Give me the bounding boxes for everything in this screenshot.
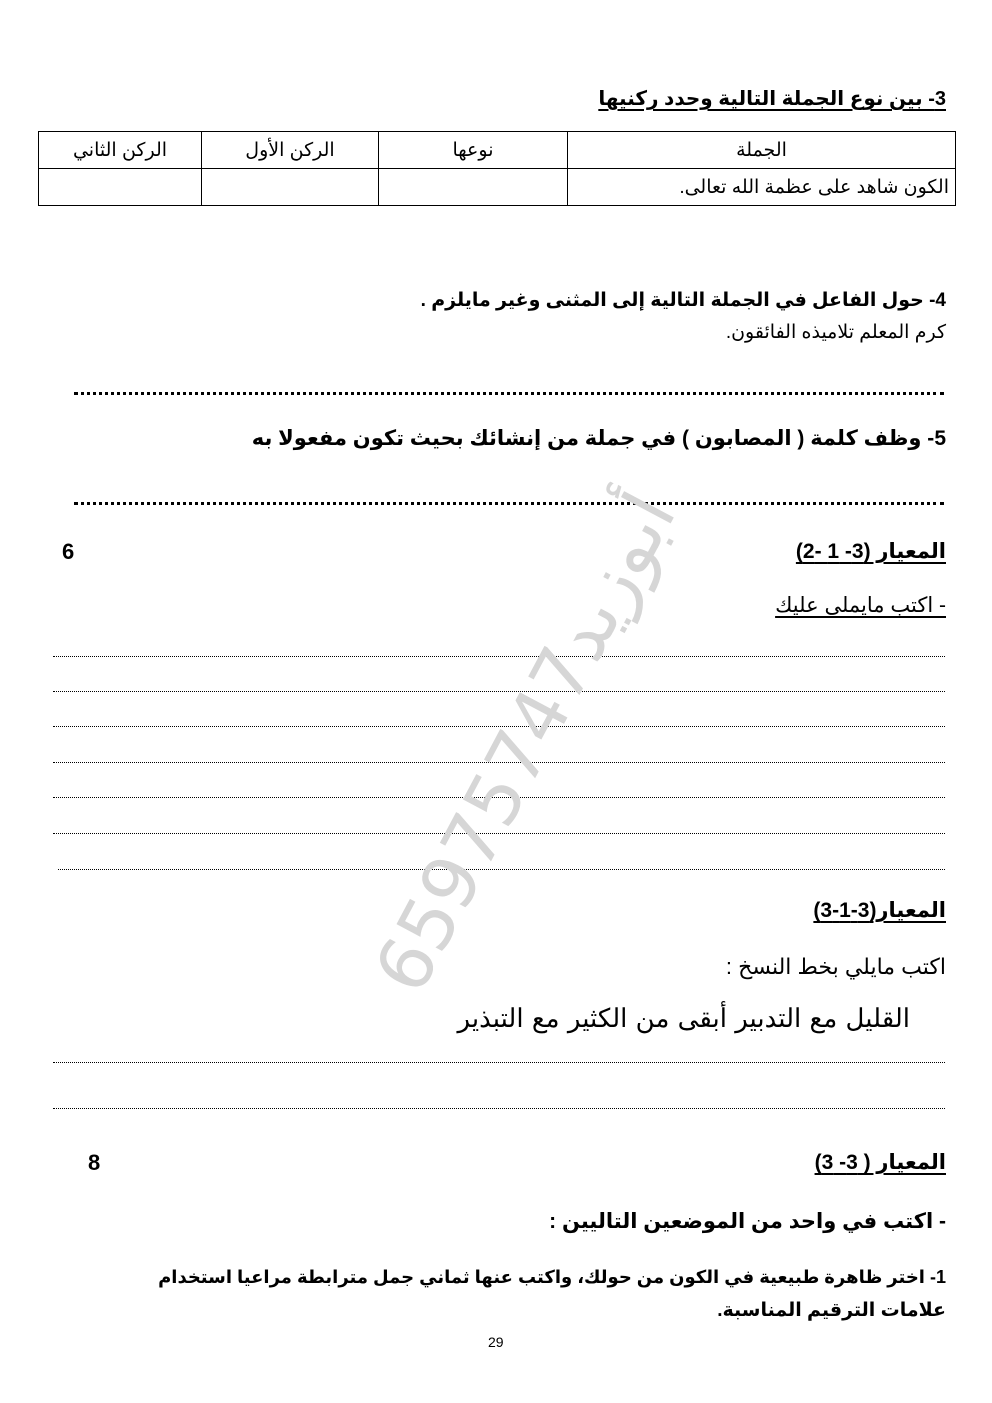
q5-answer-line[interactable] — [74, 502, 944, 505]
header-type: نوعها — [379, 132, 568, 169]
q3-table — [38, 131, 956, 206]
table-row — [39, 169, 956, 206]
criterion1-instruction: - اكتب مايملى عليك — [775, 594, 946, 617]
q5-title: 5- وظف كلمة ( المصابون ) في جملة من إنشائك بحيث تكون مفعولا به — [251, 427, 946, 450]
header-first-part: الركن الأول — [202, 132, 379, 169]
calligraphy-line-2[interactable] — [53, 1108, 945, 1109]
cell-sentence: الكون شاهد على عظمة الله تعالى. — [568, 169, 956, 206]
page-number: 29 — [488, 1334, 504, 1350]
criterion3-label: المعيار ( 3- 3) — [814, 1151, 946, 1174]
criterion3-score: 8 — [88, 1150, 101, 1175]
watermark: أبوزيد65975747 — [358, 479, 693, 1007]
q4-sentence: كرم المعلم تلاميذه الفائقون. — [725, 322, 946, 343]
calligraphy-sentence: القليل مع التدبير أبقى من الكثير مع التبذير — [457, 1004, 910, 1034]
dictation-line-1[interactable] — [53, 656, 945, 657]
topic1-line2: علامات الترقيم المناسبة. — [717, 1300, 946, 1321]
q3-title: 3- بين نوع الجملة التالية وحدد ركنيها — [598, 88, 946, 110]
criterion3-instruction: - اكتب في واحد من الموضعين التاليين : — [549, 1210, 946, 1233]
calligraphy-line-1[interactable] — [53, 1062, 945, 1063]
q4-answer-line[interactable] — [74, 392, 944, 395]
criterion1-score: 6 — [62, 539, 75, 564]
dictation-line-2[interactable] — [53, 691, 945, 692]
criterion2-instruction: اكتب مايلي بخط النسخ : — [725, 954, 946, 979]
criterion1-label: المعيار (3- 1 -2) — [795, 540, 946, 563]
table-header-row — [39, 132, 956, 169]
header-sentence: الجملة — [568, 132, 956, 169]
cell-first-part[interactable] — [202, 169, 379, 206]
cell-type[interactable] — [379, 169, 568, 206]
cell-second-part[interactable] — [39, 169, 202, 206]
topic1-line1: 1- اختر ظاهرة طبيعية في الكون من حولك، واكتب عنها ثماني جمل مترابطة مراعيا استخدام — [158, 1267, 946, 1287]
criterion2-label: المعيار(3-1-3) — [813, 899, 946, 922]
q4-title: 4- حول الفاعل في الجملة التالية إلى المثنى وغير مايلزم . — [420, 290, 946, 311]
header-second-part: الركن الثاني — [39, 132, 202, 169]
